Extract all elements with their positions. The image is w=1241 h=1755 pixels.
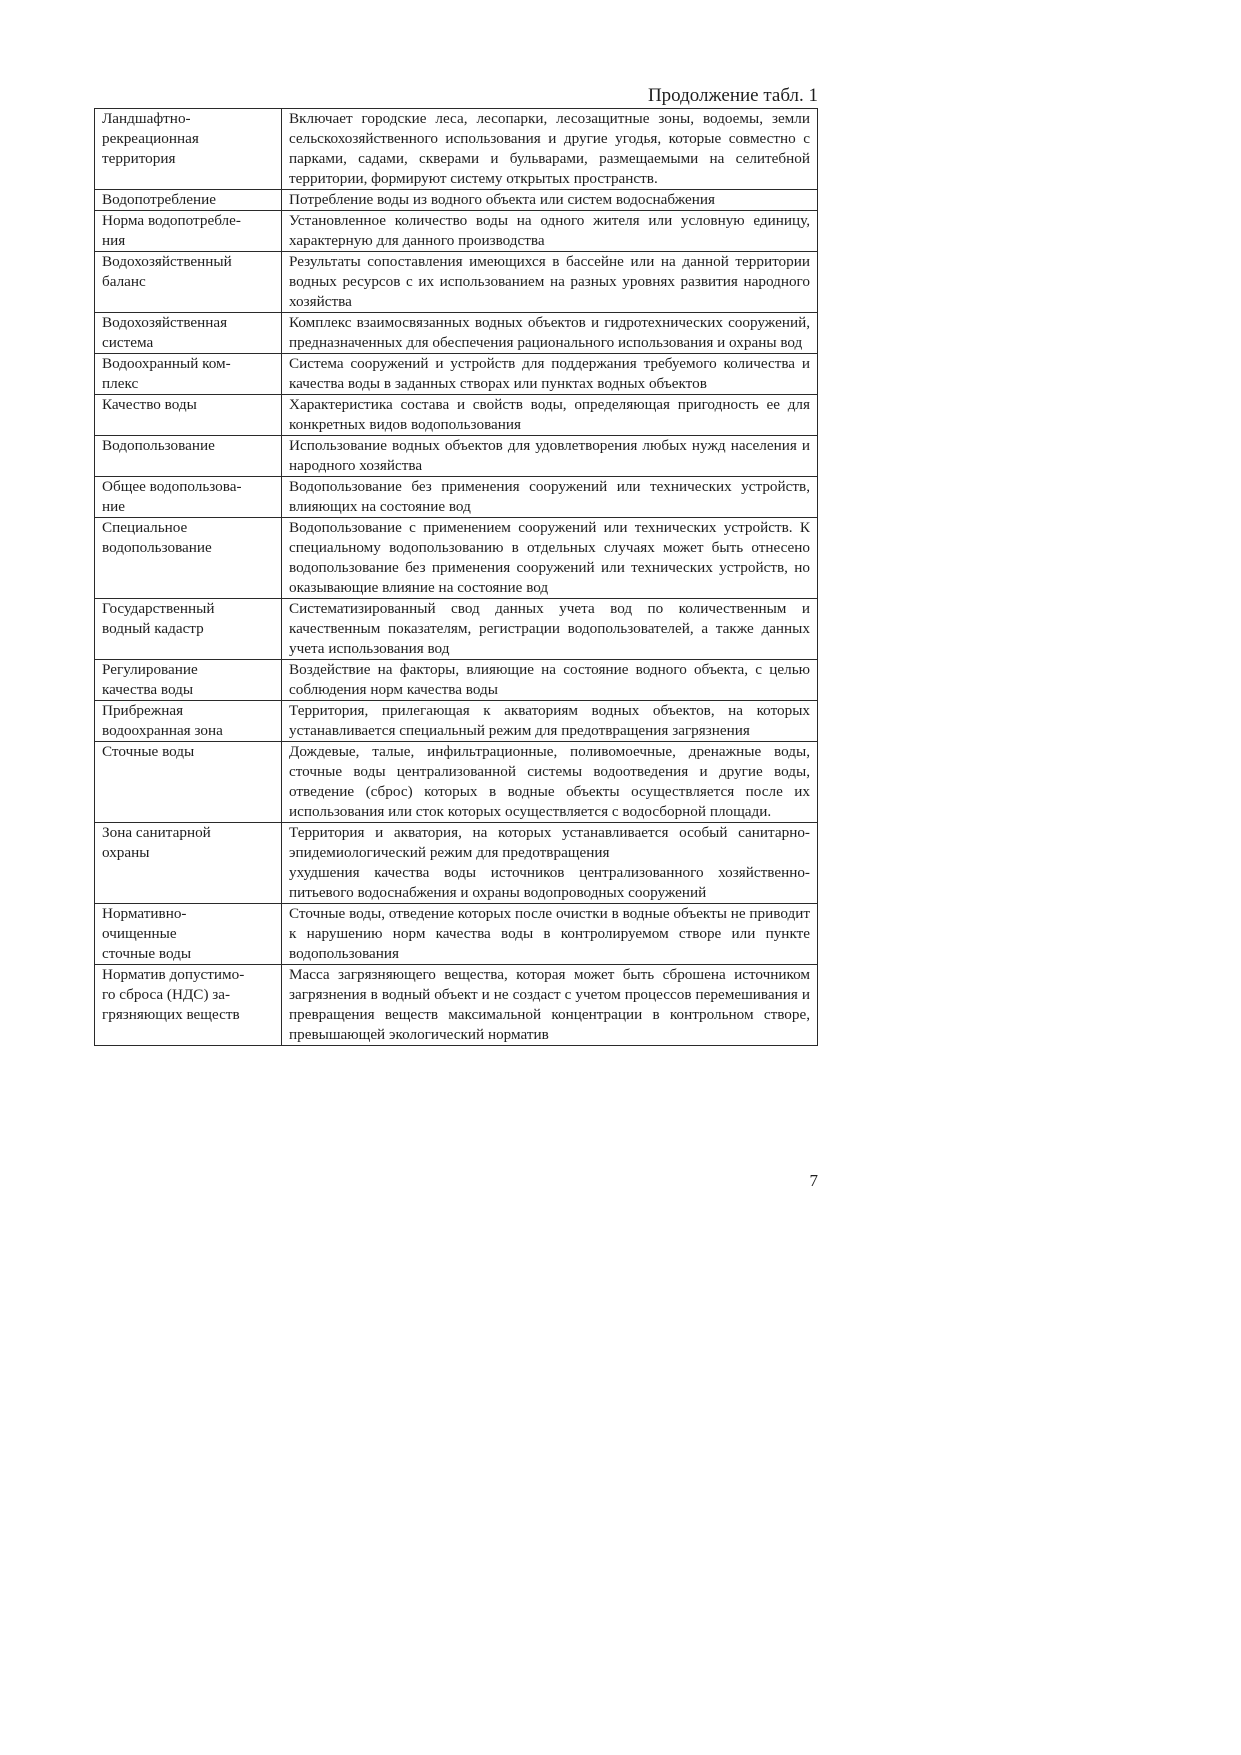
- table-row: [95, 965, 818, 1046]
- term-cell: Прибрежная водоохранная зона: [95, 701, 282, 742]
- term-cell: Общее водопользова- ние: [95, 477, 282, 518]
- table-row: [95, 701, 818, 742]
- term-cell: Государственный водный кадастр: [95, 599, 282, 660]
- definition-cell: Результаты сопоставления имеющихся в бассейне или на данной территории водных ресурсов с их использованием на разных уровнях развития народного хозяйства: [282, 252, 818, 313]
- term-cell: Норма водопотребле- ния: [95, 211, 282, 252]
- definition-cell: Водопользование без применения сооружений или технических устройств, влияющих на состояние вод: [282, 477, 818, 518]
- table-row: [95, 660, 818, 701]
- term-cell: Водохозяйственная система: [95, 313, 282, 354]
- definition-cell: Территория и акватория, на которых устанавливается особый санитарно-эпидемиологический режим для предотвращения ухудшения качества воды источников централизованного хозяйственно-питьевого водоснабжения и охраны водопроводных сооружений: [282, 823, 818, 904]
- term-cell: Сточные воды: [95, 742, 282, 823]
- term-cell: Норматив допустимо- го сброса (НДС) за- грязняющих веществ: [95, 965, 282, 1046]
- term-cell: Ландшафтно- рекреационная территория: [95, 109, 282, 190]
- table-row: [95, 252, 818, 313]
- definition-cell: Дождевые, талые, инфильтрационные, поливомоечные, дренажные воды, сточные воды централизованной системы водоотведения и другие воды, отведение (сброс) которых в водные объекты осуществляется после их использования или сток которых осуществляется с водосборной площади.: [282, 742, 818, 823]
- term-cell: Нормативно- очищенные сточные воды: [95, 904, 282, 965]
- definition-cell: Использование водных объектов для удовлетворения любых нужд населения и народного хозяйства: [282, 436, 818, 477]
- definition-cell: Территория, прилегающая к акваториям водных объектов, на которых устанавливается специальный режим для предотвращения загрязнения: [282, 701, 818, 742]
- definition-cell: Систематизированный свод данных учета вод по количественным и качественным показателям, регистрации водопользователей, а также данных учета использования вод: [282, 599, 818, 660]
- table-row: [95, 190, 818, 211]
- definition-cell: Характеристика состава и свойств воды, определяющая пригодность ее для конкретных видов водопользования: [282, 395, 818, 436]
- glossary-table-body: [95, 109, 818, 1046]
- term-cell: Водоохранный ком- плекс: [95, 354, 282, 395]
- term-cell: Водохозяйственный баланс: [95, 252, 282, 313]
- table-row: [95, 436, 818, 477]
- table-row: [95, 109, 818, 190]
- definition-cell: Система сооружений и устройств для поддержания требуемого количества и качества воды в заданных створах или пунктах водных объектов: [282, 354, 818, 395]
- table-row: [95, 823, 818, 904]
- definition-cell: Потребление воды из водного объекта или систем водоснабжения: [282, 190, 818, 211]
- table-caption: Продолжение табл. 1: [647, 85, 818, 106]
- definition-cell: Воздействие на факторы, влияющие на состояние водного объекта, с целью соблюдения норм качества воды: [282, 660, 818, 701]
- table-row: [95, 742, 818, 823]
- definition-cell: Установленное количество воды на одного жителя или условную единицу, характерную для данного производства: [282, 211, 818, 252]
- table-row: [95, 518, 818, 599]
- term-cell: Качество воды: [95, 395, 282, 436]
- table-row: [95, 477, 818, 518]
- page-number: 7: [809, 1171, 818, 1190]
- table-row: [95, 354, 818, 395]
- definition-cell: Комплекс взаимосвязанных водных объектов и гидротехнических сооружений, предназначенных для обеспечения рационального использования и охраны вод: [282, 313, 818, 354]
- glossary-table: [94, 108, 818, 1046]
- term-cell: Специальное водопользование: [95, 518, 282, 599]
- table-row: [95, 313, 818, 354]
- term-cell: Водопользование: [95, 436, 282, 477]
- definition-cell: Масса загрязняющего вещества, которая может быть сброшена источником загрязнения в водный объект и не создаст с учетом процессов перемешивания и превращения веществ максимальной концентрации в контрольном створе, превышающей экологический норматив: [282, 965, 818, 1046]
- term-cell: Водопотребление: [95, 190, 282, 211]
- table-row: [95, 211, 818, 252]
- term-cell: Зона санитарной охраны: [95, 823, 282, 904]
- definition-cell: Водопользование с применением сооружений или технических устройств. К специальному водопользованию в отдельных случаях может быть отнесено водопользование без применения сооружений или технических устройств, но оказывающие влияние на состояние вод: [282, 518, 818, 599]
- term-cell: Регулирование качества воды: [95, 660, 282, 701]
- table-row: [95, 904, 818, 965]
- definition-cell: Включает городские леса, лесопарки, лесозащитные зоны, водоемы, земли сельскохозяйственного использования и другие угодья, которые совместно с парками, садами, скверами и бульварами, размещаемыми на селитебной территории, формируют систему открытых пространств.: [282, 109, 818, 190]
- table-row: [95, 395, 818, 436]
- table-row: [95, 599, 818, 660]
- definition-cell: Сточные воды, отведение которых после очистки в водные объекты не приводит к нарушению норм качества воды в контролируемом створе или пункте водопользования: [282, 904, 818, 965]
